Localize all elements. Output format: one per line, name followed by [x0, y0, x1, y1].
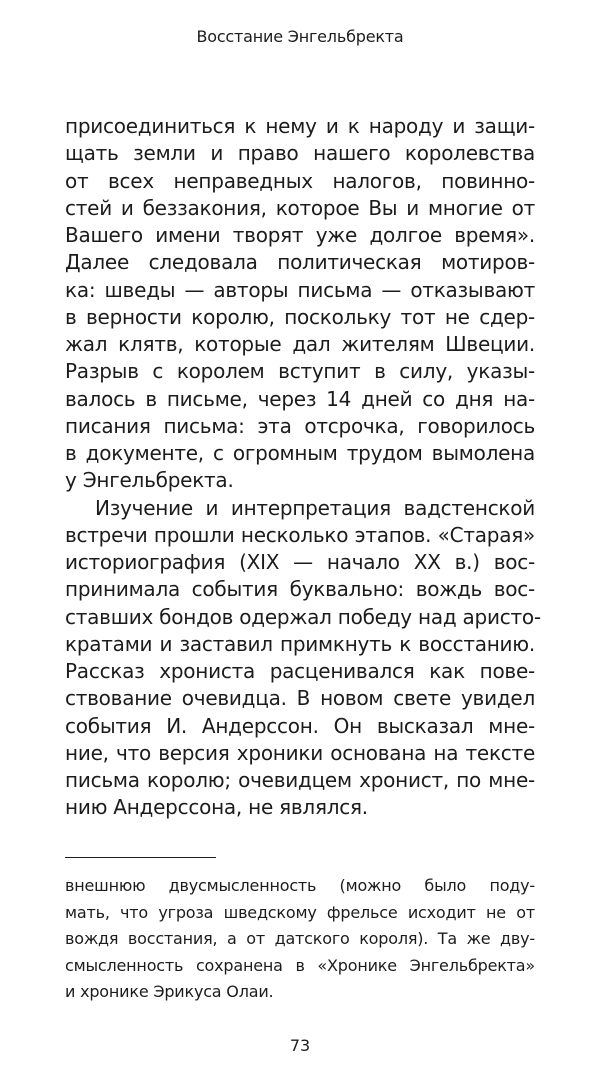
text-line: кратами и заставил примкнуть к восстанию. — [65, 631, 535, 656]
text-line: принимала события буквально: вождь вос- — [65, 577, 535, 602]
text-line: от всех неправедных налогов, повинно- — [65, 168, 535, 193]
text-line: щать земли и право нашего королевства — [65, 141, 535, 166]
footnote — [65, 873, 535, 1006]
running-title: Восстание Энгельбректа — [196, 27, 404, 46]
text-line: ние, что версия хроники основана на тексте — [65, 740, 535, 765]
text-line: валось в письме, через 14 дней со дня на- — [65, 386, 535, 411]
text-line: присоединиться к нему и к народу и защи- — [65, 114, 535, 138]
footnote-line: и хронике Эрикуса Олаи. — [65, 982, 274, 1002]
text-line: у Энгельбректа. — [65, 468, 234, 493]
text-line: письма королю; очевидцем хронист, по мне- — [65, 768, 535, 792]
text-line: ставших бондов одержал победу над аристо- — [65, 604, 541, 629]
text-line: Вашего имени творят уже долгое время». — [65, 223, 535, 247]
text-line: Далее следовала политическая мотиров- — [65, 250, 535, 275]
main-text — [65, 113, 541, 822]
text-line: в документе, с огромным трудом вымолена — [65, 441, 535, 465]
text-line: нию Андерссона, не являлся. — [65, 795, 368, 820]
text-line: Разрыв с королем вступит в силу, указы- — [65, 359, 535, 384]
text-line: в верности королю, поскольку тот не сдер- — [65, 304, 535, 329]
footnote-line: внешнюю двусмысленность (можно было поду- — [65, 876, 535, 895]
text-line: Рассказ хрониста расценивался как пове- — [65, 659, 535, 683]
text-line: встречи прошли несколько этапов. «Старая» — [65, 522, 535, 547]
footnote-line: мать, что угроза шведскому фрельсе исходит не от — [65, 902, 535, 922]
text-line: события И. Андерссон. Он высказал мне- — [65, 713, 535, 738]
text-line: жал клятв, которые дал жителям Швеции. — [65, 332, 535, 356]
text-line: стей и беззакония, которое Вы и многие от — [65, 195, 535, 220]
footnote-line: вождя восстания, а от датского короля). Та же дву- — [65, 929, 535, 949]
footnote-divider — [65, 857, 216, 858]
text-line: Изучение и интерпретация вадстенской — [95, 495, 535, 520]
text-line: историография (XIX — начало XX в.) вос- — [65, 550, 535, 574]
page-number: 73 — [289, 1036, 311, 1055]
text-line: ствование очевидца. В новом свете увидел — [65, 686, 535, 711]
footnote-line: смысленность сохранена в «Хронике Энгельбректа» — [65, 955, 535, 975]
text-line: ка: шведы — авторы письма — отказывают — [65, 277, 535, 302]
text-line: писания письма: эта отсрочка, говорилось — [65, 413, 535, 438]
paragraph-2 — [65, 495, 541, 822]
paragraph-1 — [65, 113, 535, 495]
